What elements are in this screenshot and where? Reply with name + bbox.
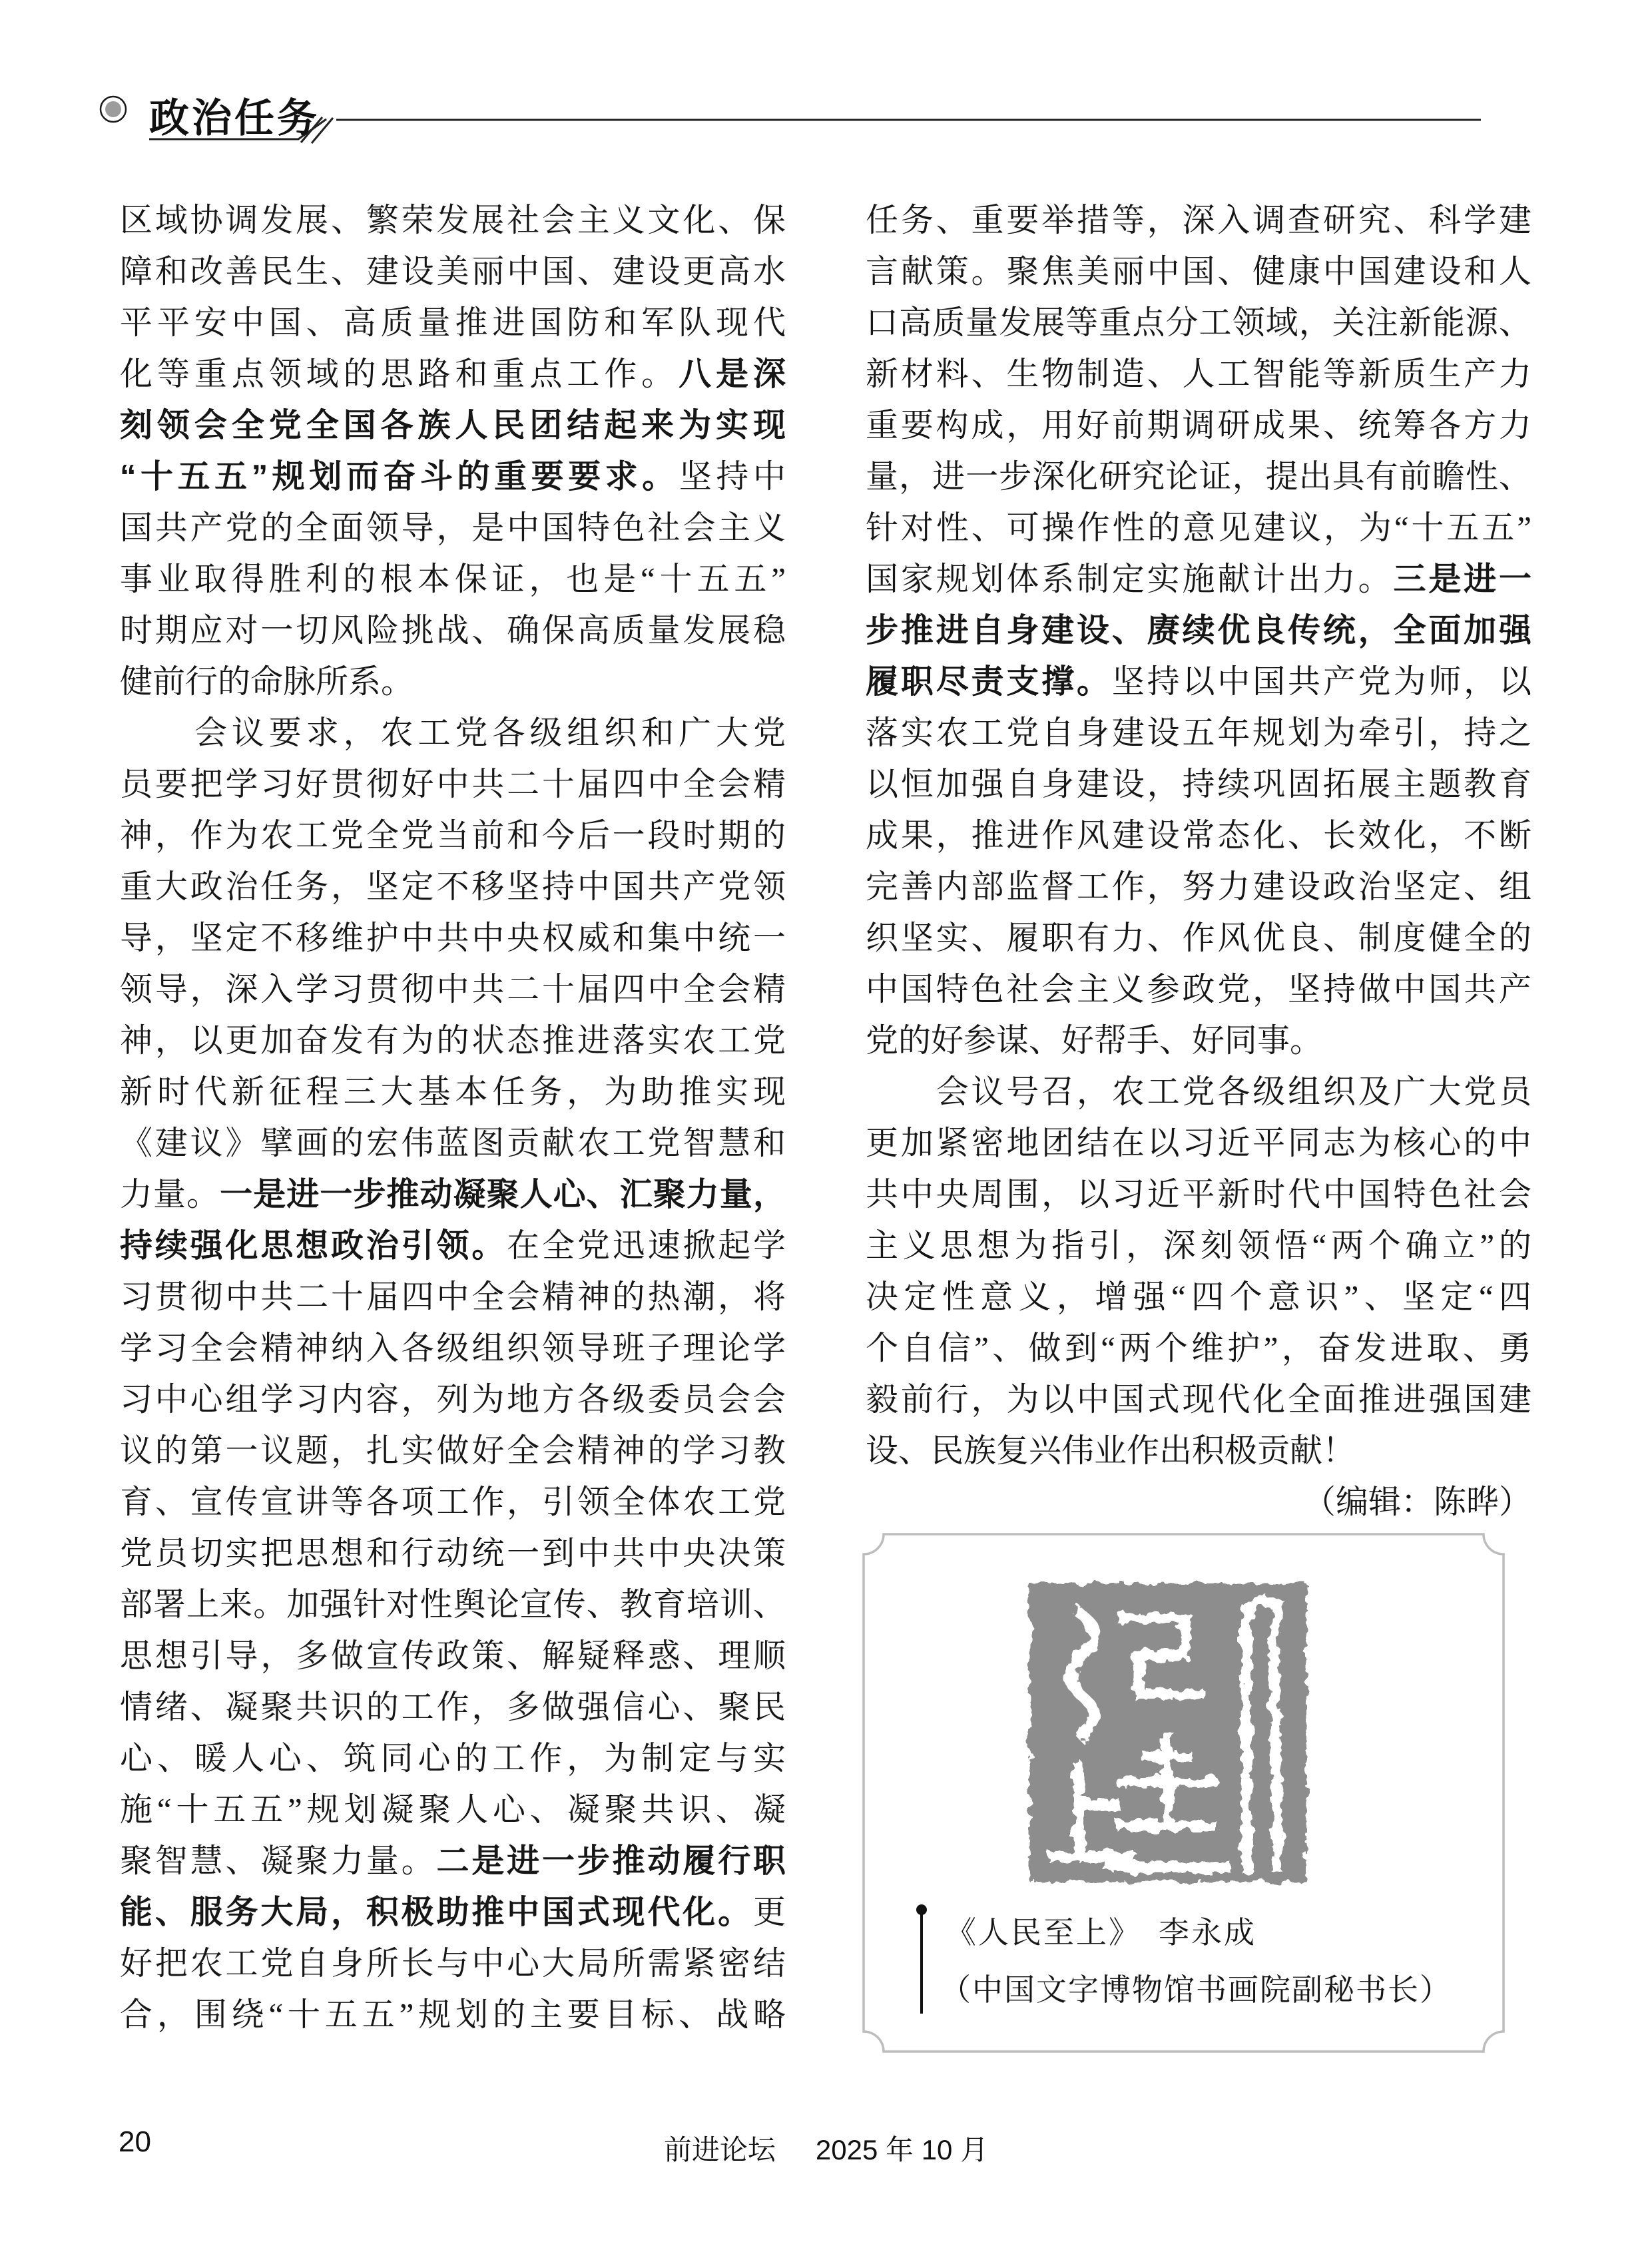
article-line bbox=[120, 964, 786, 1015]
footer-line bbox=[0, 2128, 1652, 2168]
article-line bbox=[120, 348, 786, 400]
text-segment: 议的第一议题，扎实做好全会精神的学习教 bbox=[120, 1432, 786, 1469]
article-line bbox=[866, 1117, 1531, 1169]
text-segment: 任务、重要举措等，深入调查研究、科学建 bbox=[866, 202, 1531, 238]
text-segment: 《建议》擘画的宏伟蓝图贡献农工党智慧和 bbox=[120, 1125, 786, 1161]
article-line bbox=[120, 297, 786, 348]
text-segment: 以恒加强自身建设，持续巩固拓展主题教育 bbox=[866, 766, 1531, 802]
text-segment: 障和改善民生、建设美丽中国、建设更高水 bbox=[120, 253, 786, 290]
article-line bbox=[866, 1066, 1531, 1117]
article-line bbox=[120, 707, 786, 758]
text-segment: 导，坚定不移维护中共中央权威和集中统一 bbox=[120, 920, 786, 956]
text-segment: 更加紧密地团结在以习近平同志为核心的中 bbox=[866, 1125, 1531, 1161]
article-line bbox=[120, 1784, 786, 1835]
text-segment: 新材料、生物制造、人工智能等新质生产力 bbox=[866, 356, 1531, 392]
article-line bbox=[120, 400, 786, 451]
text-segment: 事业取得胜利的根本保证，也是“十五五” bbox=[120, 561, 786, 597]
text-segment: 会议要求，农工党各级组织和广大党 bbox=[120, 714, 786, 751]
article-line bbox=[866, 656, 1531, 707]
text-segment: 神，以更加奋发有为的状态推进落实农工党 bbox=[120, 1022, 786, 1059]
article-line bbox=[120, 1989, 786, 2040]
text-segment: 量，进一步深化研究论证，提出具有前瞻性、 bbox=[866, 458, 1531, 495]
article-line bbox=[866, 758, 1531, 810]
article-line bbox=[120, 502, 786, 553]
text-segment: 完善内部监督工作，努力建设政治坚定、组 bbox=[866, 868, 1531, 905]
article-line bbox=[866, 1220, 1531, 1271]
artwork-caption-subtitle: （中国文字博物馆书画院副秘书长） bbox=[940, 1973, 1452, 2007]
article-line bbox=[120, 1835, 786, 1886]
article-line bbox=[866, 1374, 1531, 1425]
text-segment: 化等重点领域的思路和重点工作。 bbox=[120, 356, 679, 392]
article-line bbox=[866, 297, 1531, 348]
text-segment: 国共产党的全面领导，是中国特色社会主义 bbox=[120, 509, 786, 546]
article-line bbox=[120, 758, 786, 810]
article-line bbox=[866, 1322, 1531, 1374]
caption-marker bbox=[920, 1912, 923, 2014]
article-line bbox=[866, 861, 1531, 912]
bold-text-segment: 步推进自身建设、赓续优良传统，全面加强 bbox=[866, 613, 1531, 649]
text-segment: 习贯彻中共二十届四中全会精神的热潮，将 bbox=[120, 1278, 786, 1315]
text-segment: 更 bbox=[752, 1894, 786, 1930]
article-line bbox=[120, 1322, 786, 1374]
text-segment: 时期应对一切风险挑战、确保高质量发展稳 bbox=[120, 612, 786, 649]
article-line bbox=[866, 1015, 1531, 1066]
article-line bbox=[866, 707, 1531, 758]
article-line bbox=[120, 1425, 786, 1476]
text-segment: 思想引导，多做宣传政策、解疑释惑、理顺 bbox=[120, 1637, 786, 1674]
article-line bbox=[866, 400, 1531, 451]
text-segment: 合，围绕“十五五”规划的主要目标、战略 bbox=[120, 1996, 786, 2033]
journal-name: 前进论坛 bbox=[663, 2134, 776, 2165]
text-segment: 区域协调发展、繁荣发展社会主义文化、保 bbox=[120, 202, 786, 238]
article-line bbox=[866, 605, 1531, 656]
article-line bbox=[120, 451, 786, 502]
bold-text-segment: 三是进一 bbox=[1393, 561, 1531, 597]
text-segment: 施“十五五”规划凝聚人心、凝聚共识、凝 bbox=[120, 1791, 786, 1828]
article-line bbox=[120, 1938, 786, 1989]
article-line bbox=[866, 1476, 1531, 1528]
bold-text-segment: 八是深 bbox=[679, 356, 786, 392]
text-segment: 心、暖人心、筑同心的工作，为制定与实 bbox=[120, 1740, 786, 1777]
text-segment: 坚持中 bbox=[679, 458, 786, 495]
article-line bbox=[866, 1425, 1531, 1476]
text-segment: 情绪、凝聚共识的工作，多做强信心、聚民 bbox=[120, 1689, 786, 1725]
text-segment: 会议号召，农工党各级组织及广大党员 bbox=[866, 1073, 1531, 1110]
text-segment: 重大政治任务，坚定不移坚持中国共产党领 bbox=[120, 868, 786, 905]
section-label: 政治任务 bbox=[149, 96, 320, 140]
text-segment: 好把农工党自身所长与中心大局所需紧密结 bbox=[120, 1945, 786, 1982]
article-line bbox=[120, 1117, 786, 1169]
article-line bbox=[120, 605, 786, 656]
text-segment: 毅前行，为以中国式现代化全面推进强国建 bbox=[866, 1381, 1531, 1418]
bold-text-segment: 能、服务大局，积极助推中国式现代化。 bbox=[120, 1894, 753, 1930]
article-line bbox=[866, 348, 1531, 400]
text-segment: 设、民族复兴伟业作出积极贡献！ bbox=[866, 1432, 1356, 1469]
text-segment: 员要把学习好贯彻好中共二十届四中全会精 bbox=[120, 766, 786, 802]
article-line bbox=[866, 246, 1531, 297]
text-segment: 成果，推进作风建设常态化、长效化，不断 bbox=[866, 817, 1531, 854]
article-line bbox=[120, 656, 786, 707]
article-line bbox=[120, 246, 786, 297]
text-segment: 领导，深入学习贯彻中共二十届四中全会精 bbox=[120, 971, 786, 1007]
artwork-caption-title: 《人民至上》 李永成 bbox=[946, 1916, 1256, 1950]
article-line bbox=[120, 1220, 786, 1271]
article-line bbox=[120, 1886, 786, 1938]
text-segment: 育、宣传宣讲等各项工作，引领全体农工党 bbox=[120, 1484, 786, 1520]
bold-text-segment: “十五五”规划而奋斗的重要要求。 bbox=[120, 459, 679, 495]
text-segment: 坚持以中国共产党为师，以 bbox=[1111, 663, 1531, 700]
article-line bbox=[120, 1374, 786, 1425]
article-line bbox=[120, 1733, 786, 1784]
text-segment: 中国特色社会主义参政党，坚持做中国共产 bbox=[866, 971, 1531, 1007]
text-segment: 部署上来。加强针对性舆论宣传、教育培训、 bbox=[120, 1586, 786, 1623]
bold-text-segment: 持续强化思想政治引领。 bbox=[120, 1228, 507, 1264]
text-segment: （编辑：陈晔） bbox=[1302, 1484, 1531, 1520]
seal-artwork bbox=[1012, 1570, 1325, 1898]
text-segment: 国家规划体系制定实施献计出力。 bbox=[866, 561, 1394, 597]
text-segment: 学习全会精神纳入各级组织领导班子理论学 bbox=[120, 1330, 786, 1366]
article-line bbox=[120, 1579, 786, 1630]
article-line bbox=[120, 1528, 786, 1579]
article-line bbox=[120, 1681, 786, 1733]
article-line bbox=[120, 810, 786, 861]
text-segment: 织坚实、履职有力、作风优良、制度健全的 bbox=[866, 920, 1531, 956]
text-segment: 习中心组学习内容，列为地方各级委员会会 bbox=[120, 1381, 786, 1418]
article-line bbox=[866, 451, 1531, 502]
article-line bbox=[866, 810, 1531, 861]
text-segment: 平平安中国、高质量推进国防和军队现代 bbox=[120, 304, 786, 341]
text-segment: 党的好参谋、好帮手、好同事。 bbox=[866, 1022, 1323, 1059]
bullseye-dot bbox=[105, 101, 121, 117]
article-line bbox=[866, 964, 1531, 1015]
bold-text-segment: 履职尽责支撑。 bbox=[866, 664, 1112, 700]
text-segment: 力量。 bbox=[120, 1176, 220, 1213]
text-segment: 健前行的命脉所系。 bbox=[120, 663, 414, 700]
text-segment: 落实农工党自身建设五年规划为牵引，持之 bbox=[866, 714, 1531, 751]
text-segment: 聚智慧、凝聚力量。 bbox=[120, 1842, 437, 1879]
article-column-left bbox=[120, 194, 786, 2040]
article-line bbox=[120, 1630, 786, 1681]
article-line bbox=[866, 553, 1531, 605]
text-segment: 个自信”、做到“两个维护”，奋发进取、勇 bbox=[866, 1330, 1531, 1366]
article-line bbox=[120, 1015, 786, 1066]
text-segment: 言献策。聚焦美丽中国、健康中国建设和人 bbox=[866, 253, 1531, 290]
text-segment: 主义思想为指引，深刻领悟“两个确立”的 bbox=[866, 1227, 1531, 1264]
article-line bbox=[866, 1271, 1531, 1322]
article-line bbox=[120, 1476, 786, 1528]
article-line bbox=[866, 912, 1531, 964]
text-segment: 共中央周围，以习近平新时代中国特色社会 bbox=[866, 1176, 1531, 1213]
text-segment: 神，作为农工党全党当前和今后一段时期的 bbox=[120, 817, 786, 854]
text-segment: 决定性意义，增强“四个意识”、坚定“四 bbox=[866, 1278, 1531, 1315]
text-segment: 在全党迅速掀起学 bbox=[507, 1227, 786, 1264]
article-line bbox=[866, 502, 1531, 553]
article-column-right bbox=[866, 194, 1531, 1528]
page-number: 20 bbox=[119, 2125, 151, 2158]
text-segment: 口高质量发展等重点分工领域，关注新能源、 bbox=[866, 304, 1531, 341]
bold-text-segment: 二是进一步推动履行职 bbox=[436, 1843, 786, 1879]
text-segment: 重要构成，用好前期调研成果、统筹各方力 bbox=[866, 407, 1531, 443]
article-line bbox=[866, 194, 1531, 246]
article-line bbox=[120, 1066, 786, 1117]
article-line bbox=[120, 553, 786, 605]
article-line bbox=[120, 1271, 786, 1322]
text-segment: 新时代新征程三大基本任务，为助推实现 bbox=[120, 1073, 786, 1110]
article-line bbox=[120, 912, 786, 964]
article-line bbox=[866, 1169, 1531, 1220]
bold-text-segment: 刻领会全党全国各族人民团结起来为实现 bbox=[120, 408, 786, 443]
article-line bbox=[120, 861, 786, 912]
issue-date: 2025 年 10 月 bbox=[815, 2134, 989, 2165]
article-line bbox=[120, 1169, 786, 1220]
bold-text-segment: 一是进一步推动凝聚人心、汇聚力量， bbox=[220, 1177, 786, 1213]
text-segment: 党员切实把思想和行动统一到中共中央决策 bbox=[120, 1535, 786, 1571]
article-line bbox=[120, 194, 786, 246]
text-segment: 针对性、可操作性的意见建议，为“十五五” bbox=[866, 509, 1531, 546]
